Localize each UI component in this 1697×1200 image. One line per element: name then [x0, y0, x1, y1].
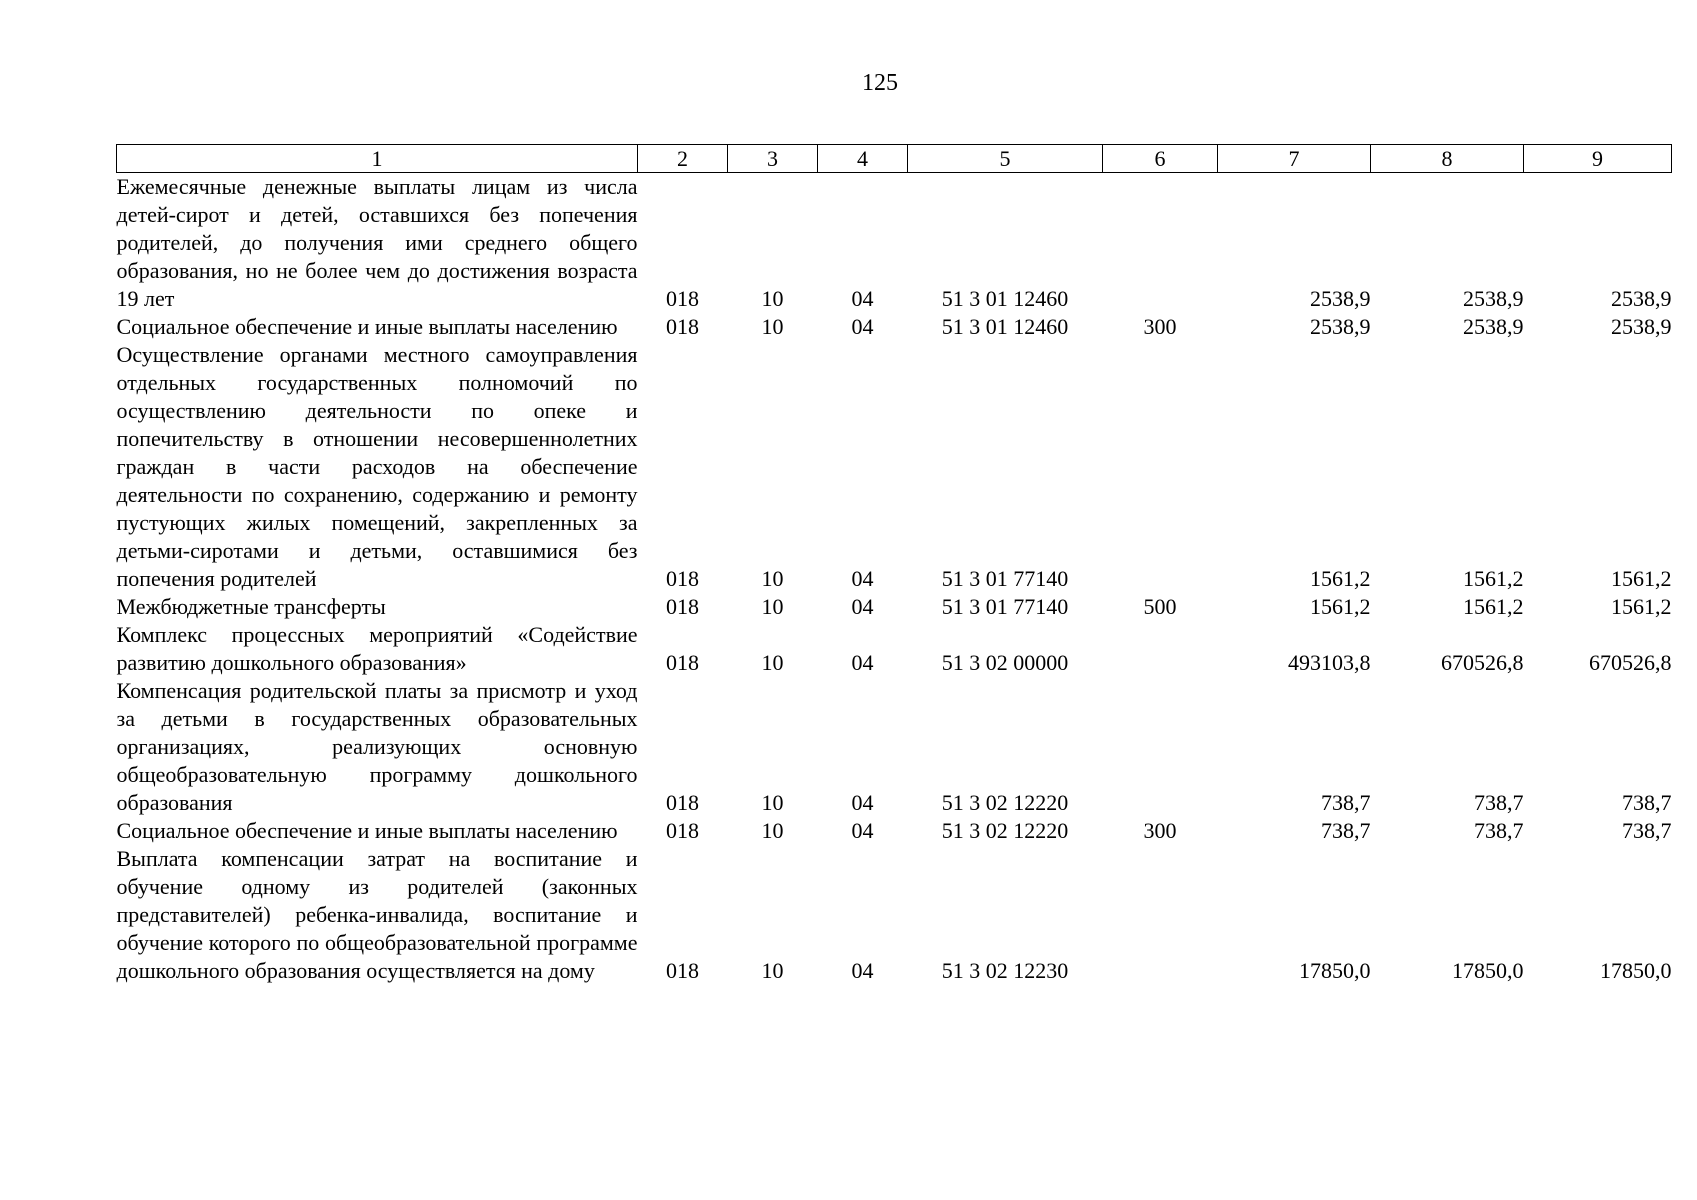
budget-table	[116, 144, 1672, 985]
target-article-code: 51 3 01 77140	[941, 566, 1069, 591]
amount-col-8: 2538,9	[1463, 314, 1524, 339]
table-row	[117, 313, 1672, 341]
expense-type-code	[1103, 677, 1218, 817]
ministry-code: 018	[666, 650, 699, 675]
amount-col-7: 2538,9	[1310, 286, 1371, 311]
table-row	[117, 593, 1672, 621]
column-number: 9	[1524, 145, 1672, 173]
expense-name: Комплекс процессных мероприятий «Содействие развитию дошкольного образования»	[116, 622, 638, 675]
expense-type-code	[1103, 341, 1218, 593]
amount-col-8: 738,7	[1474, 790, 1524, 815]
expense-name: Межбюджетные трансферты	[116, 594, 386, 619]
expense-name: Выплата компенсации затрат на воспитание и обучение одному из родителей (законных представителей) ребенка-инвалида, воспитание и обучение которого по общеобразовательной программе дошкольного образования осуществляется на дому	[116, 846, 638, 983]
column-number: 1	[117, 145, 638, 173]
amount-col-7: 2538,9	[1310, 314, 1371, 339]
table-row	[117, 341, 1672, 593]
subsection-code: 04	[851, 790, 874, 815]
section-code: 10	[761, 790, 784, 815]
section-code: 10	[761, 958, 784, 983]
section-code: 10	[761, 818, 784, 843]
amount-col-9: 738,7	[1622, 790, 1672, 815]
amount-col-8: 2538,9	[1463, 286, 1524, 311]
amount-col-7: 1561,2	[1310, 594, 1371, 619]
ministry-code: 018	[666, 818, 699, 843]
expense-type-code: 500	[1143, 594, 1177, 619]
column-number: 4	[818, 145, 908, 173]
expense-name: Социальное обеспечение и иные выплаты населению	[116, 818, 618, 843]
amount-col-8: 670526,8	[1441, 650, 1524, 675]
expense-type-code: 300	[1143, 818, 1177, 843]
section-code: 10	[761, 286, 784, 311]
column-number: 6	[1103, 145, 1218, 173]
amount-col-7: 1561,2	[1310, 566, 1371, 591]
table-row	[117, 621, 1672, 677]
column-number: 5	[908, 145, 1103, 173]
amount-col-8: 17850,0	[1452, 958, 1524, 983]
target-article-code: 51 3 02 12220	[941, 790, 1069, 815]
amount-col-8: 1561,2	[1463, 566, 1524, 591]
target-article-code: 51 3 01 12460	[941, 314, 1069, 339]
expense-type-code: 300	[1143, 314, 1177, 339]
subsection-code: 04	[851, 650, 874, 675]
column-number: 2	[638, 145, 728, 173]
target-article-code: 51 3 02 12230	[941, 958, 1069, 983]
amount-col-9: 1561,2	[1611, 594, 1672, 619]
amount-col-9: 2538,9	[1611, 286, 1672, 311]
ministry-code: 018	[666, 790, 699, 815]
column-number: 7	[1218, 145, 1371, 173]
table-row	[117, 845, 1672, 985]
subsection-code: 04	[851, 594, 874, 619]
subsection-code: 04	[851, 314, 874, 339]
subsection-code: 04	[851, 286, 874, 311]
subsection-code: 04	[851, 958, 874, 983]
column-number: 8	[1371, 145, 1524, 173]
amount-col-9: 2538,9	[1611, 314, 1672, 339]
section-code: 10	[761, 594, 784, 619]
expense-name: Компенсация родительской платы за присмотр и уход за детьми в государственных образовательных организациях, реализующих основную общеобразовательную программу дошкольного образования	[116, 678, 638, 815]
ministry-code: 018	[666, 566, 699, 591]
target-article-code: 51 3 01 77140	[941, 594, 1069, 619]
column-number: 3	[728, 145, 818, 173]
target-article-code: 51 3 02 12220	[941, 818, 1069, 843]
expense-type-code	[1103, 173, 1218, 314]
ministry-code: 018	[666, 958, 699, 983]
amount-col-8: 1561,2	[1463, 594, 1524, 619]
target-article-code: 51 3 02 00000	[941, 650, 1069, 675]
expense-type-code	[1103, 845, 1218, 985]
expense-name: Социальное обеспечение и иные выплаты населению	[116, 314, 618, 339]
amount-col-9: 670526,8	[1589, 650, 1672, 675]
page-number: 125	[862, 70, 898, 96]
amount-col-7: 493103,8	[1288, 650, 1371, 675]
section-code: 10	[761, 650, 784, 675]
ministry-code: 018	[666, 314, 699, 339]
table-row	[117, 173, 1672, 314]
amount-col-7: 738,7	[1321, 790, 1371, 815]
expense-type-code	[1103, 621, 1218, 677]
subsection-code: 04	[851, 566, 874, 591]
amount-col-7: 738,7	[1321, 818, 1371, 843]
amount-col-8: 738,7	[1474, 818, 1524, 843]
column-number-row	[117, 145, 1672, 173]
amount-col-9: 738,7	[1622, 818, 1672, 843]
table-row	[117, 677, 1672, 817]
expense-name: Осуществление органами местного самоуправления отдельных государственных полномочий по осуществлению деятельности по опеке и попечительству в отношении несовершеннолетних граждан в части расходов на обеспечение деятельности по сохранению, содержанию и ремонту пустующих жилых помещений, закрепленных за детьми-сиротами и детьми, оставшимися без попечения родителей	[116, 342, 638, 591]
amount-col-9: 1561,2	[1611, 566, 1672, 591]
ministry-code: 018	[666, 286, 699, 311]
subsection-code: 04	[851, 818, 874, 843]
target-article-code: 51 3 01 12460	[941, 286, 1069, 311]
expense-name: Ежемесячные денежные выплаты лицам из числа детей-сирот и детей, оставшихся без попечения родителей, до получения ими среднего общего образования, но не более чем до достижения возраста 19 лет	[116, 174, 638, 311]
amount-col-9: 17850,0	[1600, 958, 1672, 983]
ministry-code: 018	[666, 594, 699, 619]
amount-col-7: 17850,0	[1299, 958, 1371, 983]
section-code: 10	[761, 566, 784, 591]
section-code: 10	[761, 314, 784, 339]
table-row	[117, 817, 1672, 845]
